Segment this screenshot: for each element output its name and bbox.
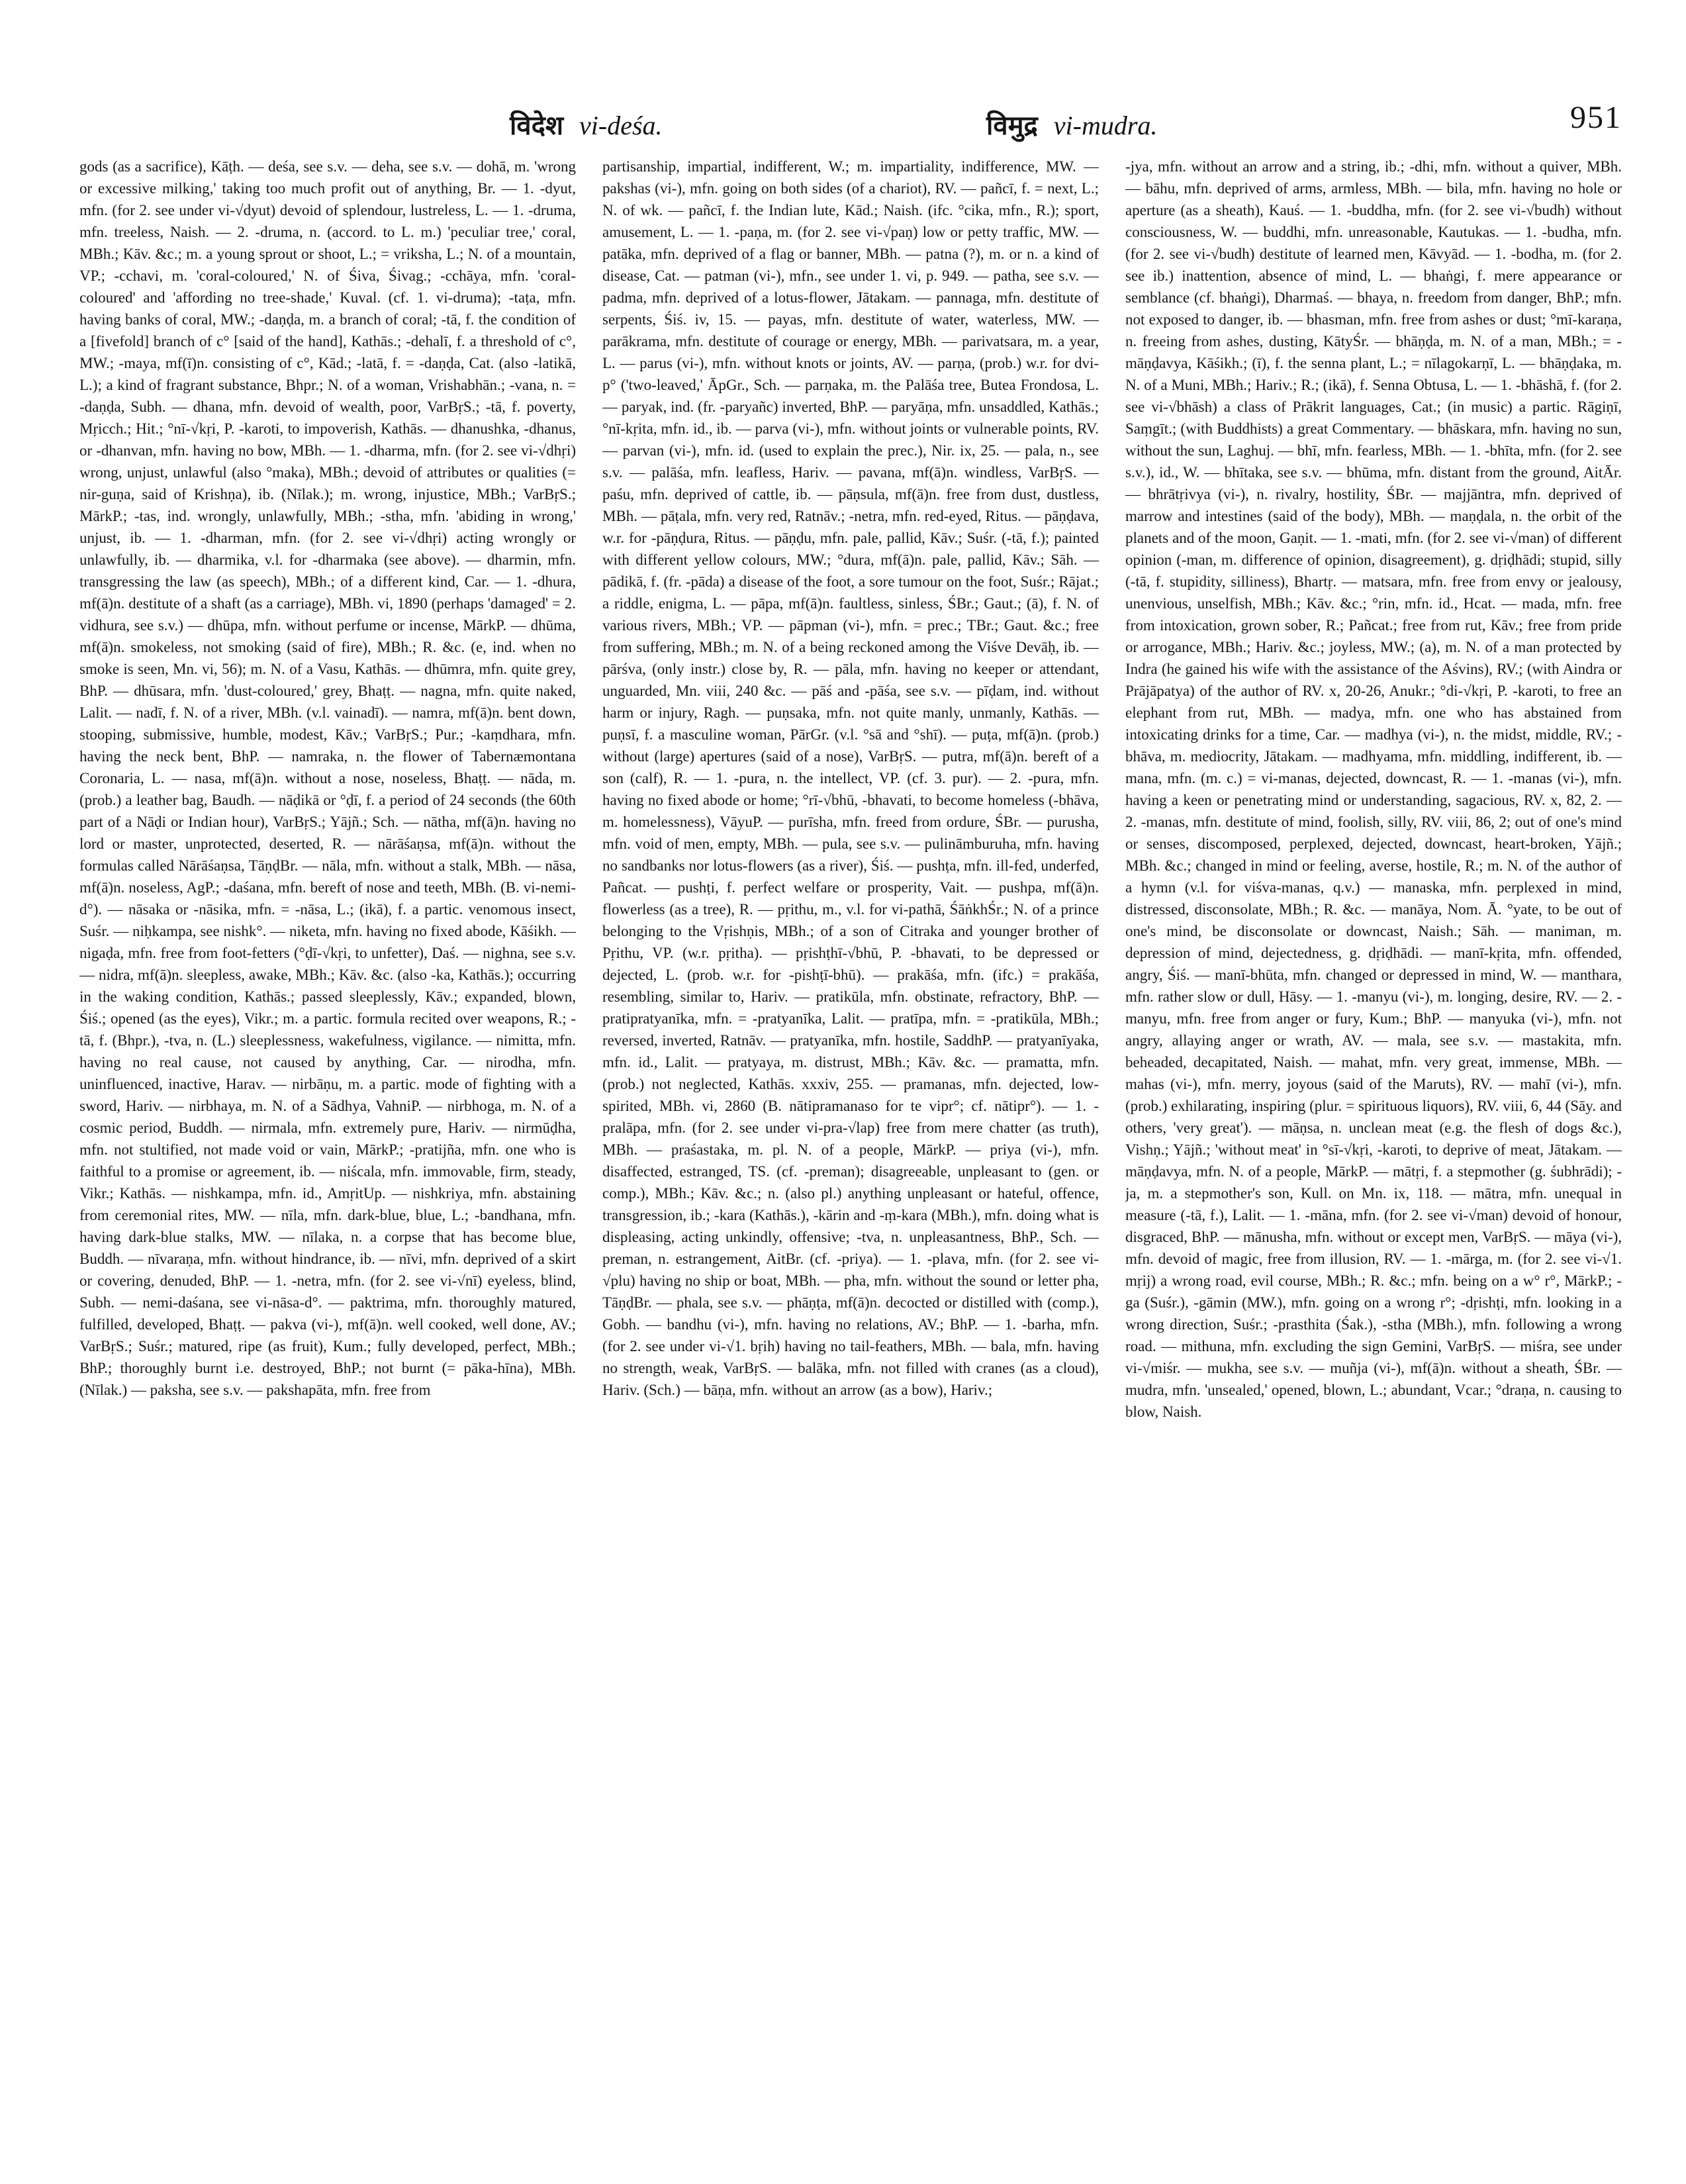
column-left: gods (as a sacrifice), Kāṭh. — deśa, see s.v. — deha, see s.v. — dohā, m. 'wrong or excessive milking,' taking too much profit out of anything, Br. — 1. -dyut, mfn. (for 2. see under vi-√dyut) devoid of splendour, lustreless, L. — 1. -druma, mfn. treeless, Naish. — 2. -druma, n. (accord. to L. m.) 'peculiar tree,' coral, MBh.; Kāv. &c.; m. a young sprout or shoot, L.; = vriksha, L.; N. of a mountain, VP.; -cchavi, m. 'coral-coloured,' N. of Śiva, Śivag.; -cchāya, mfn. 'coral-coloured' and 'affording no tree-shade,' Kuval. (cf. 1. vi-druma); -taṭa, mfn. having banks of coral, MW.; -daṇḍa, m. a branch of coral; -tā, f. the condition of a [fivefold] branch of c° [said of the hand], Kathās.; -dehalī, f. a threshold of c°, MW.; -maya, mf(ī)n. consisting of c°, Kād.; -latā, f. = -daṇḍa, Cat. (also -latikā, L.); a kind of fragrant substance, Bhpr.; N. of a woman, Vrishabhān.; -vana, n. = -daṇḍa, Subh. — dhana, mfn. devoid of wealth, poor, VarBṛS.; -tā, f. poverty, Mṛicch.; Hit.; °nī-√kṛi, P. -karoti, to impoverish, Kathās. — dhanushka, -dhanus, or -dhanvan, mfn. having no bow, MBh. — 1. -dharma, mfn. (for 2. see vi-√dhṛi) wrong, unjust, unlawful (also °maka), MBh.; devoid of attributes or qualities (= nir-guṇa, said of Krishṇa), ib. (Nīlak.); m. wrong, injustice, MBh.; VarBṛS.; MārkP.; -tas, ind. wrongly, unlawfully, MBh.; -stha, mfn. 'abiding in wrong,' unjust, ib. — 1. -dharman, mfn. (for 2. see vi-√dhṛi) acting wrongly or unlawfully, ib. — dharmika, v.l. for -dharmaka (see above). — dharmin, mfn. transgressing the law (as speech), MBh.; of a different kind, Car. — 1. -dhura, mf(ā)n. destitute of a shaft (as a carriage), MBh. vi, 1890 (perhaps 'damaged' = 2. vidhura, see s.v.) — dhūpa, mfn. without perfume or incense, MārkP. — dhūma, mf(ā)n. smokeless, not smoking (said of fire), MBh.; R. &c. (e, ind. when no smoke is seen, Mn. vi, 56); m. N. of a Vasu, Kathās. — dhūmra, mfn. quite grey, BhP. — dhūsara, mfn. 'dust-coloured,' grey, Bhaṭṭ. — nagna, mfn. quite naked, Lalit. — nadī, f. N. of a river, MBh. (v.l. vainadī). — namra, mf(ā)n. bent down, stooping, submissive, humble, modest, Kāv.; VarBṛS.; Pur.; -kaṃdhara, mfn. having the neck bent, BhP. — namraka, n. the flower of Tabernæmontana Coronaria, L. — nasa, mf(ā)n. without a nose, noseless, Bhaṭṭ. — nāda, m. (prob.) a leather bag, Baudh. — nāḍikā or °ḍī, f. a period of 24 seconds (the 60th part of a Nāḍi or Indian hour), VarBṛS.; Yājñ.; Sch. — nātha, mf(ā)n. having no lord or master, unprotected, deserted, R. — nārāśaṇsa, mf(ā)n. without the formulas called Nārāśaṇsa, TāṇḍBr. — nāla, mfn. without a stalk, MBh. — nāsa, mf(ā)n. noseless, AgP.; -daśana, mfn. bereft of nose and teeth, MBh. (B. vi-nemi-d°). — nāsaka or -nāsika, mfn. = -nāsa, L.; (ikā), f. a partic. venomous insect, Suśr. — niḥkampa, see nishk°. — niketa, mfn. having no fixed abode, Kāśikh. — nigaḍa, mfn. free from foot-fetters (°ḍī-√kṛi, to unfetter), Daś. — nighna, see s.v. — nidra, mf(ā)n. sleepless, awake, MBh.; Kāv. &c. (also -ka, Kathās.); occurring in the waking condition, Kathās.; passed sleeplessly, Kāv.; expanded, blown, Śiś.; opened (as the eyes), Vikr.; m. a partic. formula recited over weapons, R.; -tā, f. (Bhpr.), -tva, n. (L.) sleeplessness, wakefulness, vigilance. — nimitta, mfn. having no real cause, not caused by anything, Car. — nirodha, mfn. uninfluenced, inactive, Harav. — nirbāṇu, m. a partic. mode of fighting with a sword, Hariv. — nirbhaya, m. N. of a Sādhya, VahniP. — nirbhoga, m. N. of a cosmic period, Buddh. — nirmala, mfn. extremely pure, Hariv. — nirmūḍha, mfn. not stultified, not made void or vain, MārkP.; -pratijña, mfn. one who is faithful to a promise or agreement, ib. — niścala, mfn. immovable, firm, steady, Vikr.; Kathās. — nishkampa, mfn. id., AmṛitUp. — nishkriya, mfn. abstaining from ceremonial rites, MW. — nīla, mfn. dark-blue, blue, L.; -bandhana, mfn. having dark-blue stalks, MW. — nīlaka, n. a corpse that has become blue, Buddh. — nīvaraṇa, mfn. without hindrance, ib. — nīvi, mfn. deprived of a skirt or covering, denuded, BhP. — 1. -netra, mfn. (for 2. see vi-√nī) eyeless, blind, Subh. — nemi-daśana, see vi-nāsa-d°. — paktrima, mfn. thoroughly matured, fulfilled, developed, Bhaṭṭ. — pakva (vi-), mf(ā)n. well cooked, well done, AV.; VarBṛS.; Suśr.; matured, ripe (as fruit), Kum.; fully developed, perfect, MBh.; BhP.; thoroughly burnt i.e. destroyed, BhP.; not burnt (= pāka-hīna), MBh. (Nīlak.) — paksha, see s.v. — pakshapāta, mfn. free from (79, 158, 576, 1398)
left-headword (510, 106, 663, 142)
right-headword-latin: vi-mudra. (1053, 111, 1158, 140)
left-headword-latin: vi-deśa. (579, 111, 663, 140)
column-middle: partisanship, impartial, indifferent, W.; m. impartiality, indifference, MW. — pakshas (vi-), mfn. going on both sides (of a chariot), RV. — pañcī, f. = next, L.; N. of wk. — pañcī, f. the Indian lute, Kād.; Naish. (ifc. °cika, mfn., R.); sport, amusement, L. — 1. -paṇa, m. (for 2. see vi-√paṇ) low or petty traffic, MW. — patāka, mfn. deprived of a flag or banner, MBh. — patna (?), m. or n. a kind of disease, Cat. — patman (vi-), mfn., see under 1. vi, p. 949. — patha, see s.v. — padma, mfn. deprived of a lotus-flower, Jātakam. — pannaga, mfn. destitute of serpents, Śiś. iv, 15. — payas, mfn. destitute of water, waterless, MW. — parākrama, mfn. destitute of courage or energy, MBh. — parivatsara, m. a year, L. — parus (vi-), mfn. without knots or joints, AV. — parṇa, (prob.) w.r. for dvi-p° ('two-leaved,' ĀpGr., Sch. — parṇaka, m. the Palāśa tree, Butea Frondosa, L. — paryak, ind. (fr. -paryañc) inverted, BhP. — paryāṇa, mfn. unsaddled, Kathās.; °nī-kṛita, mfn. id., ib. — parva (vi-), mfn. without joints or vulnerable points, RV. — parvan (vi-), mfn. id. (used to explain the prec.), Nir. ix, 25. — pala, n., see s.v. — palāśa, mfn. leafless, Hariv. — pavana, mf(ā)n. windless, VarBṛS. — paśu, mfn. deprived of cattle, ib. — pāṇsula, mf(ā)n. free from dust, dustless, MBh. — pāṭala, mfn. very red, Ratnāv.; -netra, mfn. red-eyed, Ritus. — pāṇḍava, w.r. for -pāṇḍura, Ritus. — pāṇḍu, mfn. pale, pallid, Kāv.; Suśr. (-tā, f.); painted with different yellow colours, MW.; °dura, mf(ā)n. pale, pallid, Kāv.; Sāh. — pādikā, f. (fr. -pāda) a disease of the foot, a sore tumour on the foot, Suśr.; Rājat.; a riddle, enigma, L. — pāpa, mf(ā)n. faultless, sinless, ŚBr.; Gaut.; (ā), f. N. of various rivers, MBh.; VP. — pāpman (vi-), mfn. = prec.; TBr.; Gaut. &c.; free from suffering, MBh.; m. N. of a being reckoned among the Viśve Devāḥ, ib. — pārśva, (only instr.) close by, R. — pāla, mfn. having no keeper or attendant, unguarded, Mn. viii, 240 &c. — pāś and -pāśa, see s.v. — pīḍam, ind. without harm or injury, Ragh. — puṇsaka, mfn. not quite manly, unmanly, Kathās. — puṇsī, f. a masculine woman, PārGr. (v.l. °sā and °shī). — puṭa, mf(ā)n. (prob.) without (large) apertures (said of a nose), VarBṛS. — putra, mf(ā)n. bereft of a son (calf), R. — 1. -pura, n. the intellect, VP. (cf. 3. pur). — 2. -pura, mfn. having no fixed abode or home; °rī-√bhū, -bhavati, to become homeless (-bhāva, m. homelessness), VāyuP. — purīsha, mfn. freed from ordure, ŚBr. — purusha, mfn. void of men, empty, MBh. — pula, see s.v. — pulināmburuha, mfn. having no sandbanks nor lotus-flowers (as a river), Śiś. — pushṭa, mfn. ill-fed, underfed, Pañcat. — pushṭi, f. perfect welfare or prosperity, Vait. — pushpa, mf(ā)n. flowerless (as a tree), R. — pṛithu, m., v.l. for vi-pathā, ŚāṅkhŚr.; N. of a prince belonging to the Vṛishṇis, MBh.; of a son of Citraka and younger brother of Pṛithu, VP. (w.r. pṛitha). — pṛishṭhī-√bhū, P. -bhavati, to be depressed or dejected, L. (prob. w.r. for -pishṭī-bhū). — prakāśa, mfn. (ifc.) = prakāśa, resembling, similar to, Hariv. — pratikūla, mfn. obstinate, refractory, BhP. — pratipratyanīka, mfn. = -pratyanīka, Lalit. — pratīpa, mfn. = -pratikūla, MBh.; reversed, inverted, Ratnāv. — pratyanīka, mfn. hostile, SaddhP. — pratyanīyaka, mfn. id., Lalit. — pratyaya, m. distrust, MBh.; Kāv. &c. — pramatta, mfn. (prob.) not neglected, Kathās. xxxiv, 255. — pramanas, mfn. dejected, low-spirited, MBh. vi, 2860 (B. nātipramanaso for te vipr°; cf. nātipr°). — 1. -pralāpa, mfn. (for 2. see under vi-pra-√lap) free from mere chatter (as truth), MBh. — praśastaka, m. pl. N. of a people, MārkP. — priya (vi-), mfn. disaffected, estranged, TS. (cf. -preman); disagreeable, unpleasant to (gen. or comp.), MBh.; Kāv. &c.; n. (also pl.) anything unpleasant or hateful, offence, transgression, ib.; -kara (Kathās.), -kārin and -ṃ-kara (MBh.), mfn. doing what is displeasing, acting unkindly, offensive; -tva, n. unpleasantness, BhP., Sch. — preman, n. estrangement, AitBr. (cf. -priya). — 1. -plava, mfn. (for 2. see vi-√plu) having no ship or boat, MBh. — pha, mfn. without the sound or letter pha, TāṇḍBr. — phala, see s.v. — phāṇṭa, mf(ā)n. decocted or distilled with (comp.), Gobh. — bandhu (vi-), mfn. having no relations, AV.; BhP. — 1. -barha, mfn. (for 2. see under vi-√1. bṛih) having no tail-feathers, MBh. — bala, mfn. having no strength, weak, VarBṛS. — balāka, mfn. not filled with cranes (as a cloud), Hariv. (Sch.) — bāṇa, mfn. without an arrow (as a bow), Hariv.; (602, 156, 1099, 2161)
running-head (79, 99, 1622, 146)
left-headword-devanagari: विदेश (510, 111, 564, 140)
text-columns (79, 156, 1622, 2161)
right-headword (986, 106, 1157, 142)
column-right: -jya, mfn. without an arrow and a string, ib.; -dhi, mfn. without a quiver, MBh. — bāhu, mfn. deprived of arms, armless, MBh. — bila, mfn. having no hole or aperture (as a sheath), Kauś. — 1. -buddha, mfn. (for 2. see vi-√budh) without consciousness, W. — buddhi, mfn. unreasonable, Kautukas. — 1. -budha, mfn. (for 2. see vi-√budh) destitute of learned men, Kāvyād. — 1. -bodha, m. (for 2. see ib.) inattention, absence of mind, L. — bhaṅgi, f. mere appearance or semblance (cf. bhaṅgi), Dharmaś. — bhaya, n. freedom from danger, BhP.; mfn. not exposed to danger, ib. — bhasman, mfn. free from ashes or dust; °mī-karaṇa, n. freeing from ashes, dusting, KātyŚr. — bhāṇḍa, m. N. of a man, MBh.; = -māṇḍavya, Kāśikh.; (ī), f. the senna plant, L.; = nīlagokarṇī, L. — bhāṇḍaka, m. N. of a Muni, MBh.; Hariv.; R.; (ikā), f. Senna Obtusa, L. — 1. -bhāshā, f. (for 2. see vi-√bhāsh) a class of Prākrit languages, Cat.; (in music) a partic. Rāgiṇī, Saṃgīt.; (with Buddhists) a great Commentary. — bhāskara, mfn. having no sun, without the sun, Laghuj. — bhī, mfn. fearless, MBh. — 1. -bhīta, mfn. (for 2. see s.v.), id., W. — bhītaka, see s.v. — bhūma, mfn. distant from the ground, AitĀr. — bhrātṛivya (vi-), n. rivalry, hostility, ŚBr. — majjāntra, mfn. deprived of marrow and intestines (said of the body), MBh. — maṇḍala, n. the orbit of the planets and of the moon, Gaṇit. — 1. -mati, mfn. (for 2. see vi-√man) of different opinion (-man, m. difference of opinion, disagreement), g. dṛiḍhādi; stupid, silly (-tā, f. stupidity, silliness), Bhartṛ. — matsara, mfn. free from envy or jealousy, unenvious, unselfish, MBh.; Kāv. &c.; °rin, mfn. id., Hcat. — mada, mfn. free from intoxication, grown sober, R.; Pañcat.; free from rut, Kāv.; free from pride or arrogance, MBh.; Hariv. &c.; joyless, MW.; (a), m. N. of a man protected by Indra (he gained his wife with the assistance of the Aśvins), RV.; (with Aindra or Prājāpatya) of the author of RV. x, 20-26, Anukr.; °di-√kṛi, P. -karoti, to free an elephant from rut, MBh. — madya, mfn. one who has abstained from intoxicating drinks for a time, Car. — madhya (vi-), n. the midst, middle, RV.; -bhāva, m. mediocrity, Jātakam. — madhyama, mfn. middling, indifferent, ib. — mana, mfn. (m. c.) = vi-manas, dejected, downcast, R. — 1. -manas (vi-), mfn. having a keen or penetrating mind or understanding, sagacious, RV. x, 82, 2. — 2. -manas, mfn. destitute of mind, foolish, silly, RV. viii, 86, 2; out of one's mind or senses, discomposed, perplexed, dejected, downcast, heart-broken, Yājñ.; MBh. &c.; changed in mind or feeling, averse, hostile, R.; m. N. of the author of a hymn (v.l. for viśva-manas, q.v.) — manaska, mfn. perplexed in mind, distressed, disconsolate, MBh.; R. &c. — manāya, Nom. Ā. °yate, to be out of one's mind, be disconsolate or downcast, Naish.; Sāh. — maniman, m. depression of mind, dejectedness, g. dṛiḍhādi. — manī-kṛita, mfn. offended, angry, Śiś. — manī-bhūta, mfn. changed or depressed in mind, W. — manthara, mfn. rather slow or dull, Hāsy. — 1. -manyu (vi-), m. longing, desire, RV. — 2. -manyu, mfn. free from anger or fury, Kum.; BhP. — manyuka (vi-), mfn. not angry, allaying anger or wrath, AV. — mala, see s.v. — mastakita, mfn. beheaded, decapitated, Naish. — mahat, mfn. very great, immense, MBh. — mahas (vi-), mfn. merry, joyous (said of the Maruts), RV. — mahī (vi-), mfn. (prob.) exhilarating, inspiring (plur. = spirituous liquors), RV. viii, 6, 44 (Sāy. and others, 'very great'). — māṇsa, n. unclean meat (e.g. the flesh of dogs &c.), Vishṇ.; Yājñ.; 'without meat' in °sī-√kṛi, -karoti, to deprive of meat, Jātakam. — māṇḍavya, mfn. N. of a people, MārkP. — mātṛi, f. a stepmother (g. śubhrādi); -ja, m. a stepmother's son, Kull. on Mn. ix, 118. — mātra, mfn. unequal in measure (-tā, f.), Lalit. — 1. -māna, mfn. (for 2. see vi-√man) devoid of honour, disgraced, BhP. — mānusha, mfn. without or except men, VarBṛS. — māya (vi-), mfn. devoid of magic, free from illusion, RV. — 1. -mārga, m. (for 2. see vi-√1. mṛij) a wrong road, evil course, MBh.; R. &c.; mfn. being on a w° r°, MārkP.; -ga (Suśr.), -gāmin (MW.), mfn. going on a wrong r°; -dṛishṭi, mfn. looking in a wrong direction, Suśr.; -prasthita (Śak.), -stha (MBh.), mfn. following a wrong road. — mithuna, mfn. excluding the sign Gemini, VarBṛS. — miśra, see under vi-√miśr. — mukha, see s.v. — muñja (vi-), mf(ā)n. without a sheath, ŚBr. — mudra, mfn. 'unsealed,' opened, blown, L.; abundant, Vcar.; °draṇa, n. causing to blow, Naish. (1125, 156, 1622, 2161)
page-number: 951 (1570, 100, 1622, 135)
right-headword-devanagari: विमुद्र (986, 111, 1038, 140)
